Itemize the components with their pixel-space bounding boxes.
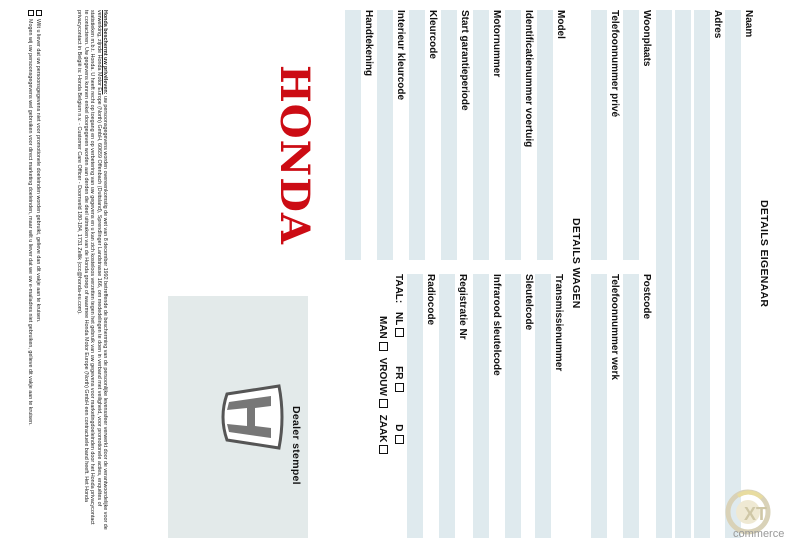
postcode-label: Postcode xyxy=(641,274,652,320)
privacy-notice xyxy=(76,10,108,530)
postcode-field[interactable] xyxy=(623,274,639,538)
phone-private-field[interactable] xyxy=(591,10,607,260)
consent-option-2 xyxy=(27,10,34,530)
gender-woman-label: VROUW xyxy=(377,357,388,396)
address-field[interactable] xyxy=(694,10,710,538)
gender-business-checkbox[interactable] xyxy=(379,445,388,454)
language-d-label: D xyxy=(393,424,404,432)
key-code-field[interactable] xyxy=(505,274,521,538)
consent-2-checkbox[interactable] xyxy=(28,10,34,16)
xt-commerce-text: commerce xyxy=(733,528,785,540)
key-code-label: Sleutelcode xyxy=(523,274,534,331)
honda-wing-icon xyxy=(215,380,285,454)
phone-work-field[interactable] xyxy=(591,274,607,538)
address-field-3[interactable] xyxy=(656,10,672,538)
gender-man-label: MAN xyxy=(377,316,388,339)
interior-color-code-label: Interieur kleurcode xyxy=(395,10,406,101)
gender-man-checkbox[interactable] xyxy=(379,342,388,351)
radio-code-label: Radiocode xyxy=(425,274,436,326)
vehicle-section-title: DETAILS WAGEN xyxy=(570,218,582,309)
owner-section-title: DETAILS EIGENAAR xyxy=(758,200,770,308)
color-code-label: Kleurcode xyxy=(427,10,438,59)
city-label: Woonplaats xyxy=(641,10,652,67)
phone-private-label: Telefoonnummer privé xyxy=(609,10,620,118)
consent-1-text: Wilt u liever dat uw persoonsgegevens niet voor promotionele doeleinden worden gebruikt, gelieve dan dit vakje aan te kruisen. xyxy=(35,19,41,323)
honda-wordmark: HONDA xyxy=(271,65,318,245)
phone-work-label: Telefoonnummer werk xyxy=(609,274,620,380)
infrared-key-code-field[interactable] xyxy=(473,274,489,538)
language-label: TAAL: xyxy=(393,274,404,304)
registration-field[interactable] xyxy=(439,274,455,538)
registration-label: Registratie Nr xyxy=(457,274,468,340)
language-fr-checkbox[interactable] xyxy=(395,383,404,392)
address-label: Adres xyxy=(712,10,723,39)
transmission-field[interactable] xyxy=(535,274,551,538)
color-code-field[interactable] xyxy=(409,10,425,260)
transmission-label: Transmissienummer xyxy=(553,274,564,372)
model-label: Model xyxy=(555,10,566,39)
signature-label: Handtekening xyxy=(363,10,374,77)
vin-label: Identificatienummer voertuig xyxy=(523,10,534,148)
engine-number-field[interactable] xyxy=(473,10,489,260)
consent-2-text: Mogen wij uw persoonsgegevens wel gebruiken voor direct marketing doeleinden, maar wilt u liever dat we uw e-mailadres niet gebruiken, gelieve dit vakje aan te kruisen. xyxy=(27,19,33,426)
warranty-start-field[interactable] xyxy=(441,10,457,260)
privacy-heading: Honda beschermt uw privéleven: xyxy=(102,10,108,95)
language-nl-checkbox[interactable] xyxy=(395,328,404,337)
address-field-2[interactable] xyxy=(675,10,691,538)
privacy-body: uw persoonsgegevens worden overeenkomstig de wet van 8 december 1992 betreffende de bescherming van de persoonlijke levenssfeer verwerkt door de verantwoordelijke voor de verwerking, zijnde Honda Motor Europe (North) GmbH, 60659 Offenbach (Duitsland), Sprendlinger Landstrasse 166, om mededelingen te doen in verband met veiligheid, voor promotionele acties, enquêtes of statistieken m.b.t. Honda. U heeft recht op toegang en op verbetering van uw gegevens en u kan zich kosteloos verzetten tegen het gebruik van uw gegevens voor marketingdoeleinden door het Honda privacycontact te contacteren. Uw gegevens kunnen enkel doorgegeven worden aan derden die deel uitmaken van de Honda groep of waarmee Honda Motor Europe (North) GmbH een contractuele band heeft. Het Honda privacycontact in België is: Honda Belgium n.v. - Customer Care Officer - Doornveld 180-184, 1731 Zellik (ccc@honda-eu.com). xyxy=(76,10,108,530)
warranty-start-label: Start garantieperiode xyxy=(459,10,470,111)
infrared-key-code-label: Infrarood sleutelcode xyxy=(491,274,502,376)
radio-code-field[interactable] xyxy=(407,274,423,538)
consent-1-checkbox[interactable] xyxy=(36,10,42,16)
vin-field[interactable] xyxy=(505,10,521,260)
language-row xyxy=(393,274,404,444)
gender-business-label: ZAAK xyxy=(377,414,388,443)
interior-color-code-field[interactable] xyxy=(377,10,393,260)
name-field[interactable] xyxy=(725,10,741,538)
model-field[interactable] xyxy=(537,10,553,260)
gender-woman-checkbox[interactable] xyxy=(379,399,388,408)
dealer-stamp-title: Dealer stempel xyxy=(290,406,302,485)
signature-field[interactable] xyxy=(345,10,361,260)
language-d-checkbox[interactable] xyxy=(395,435,404,444)
engine-number-label: Motornummer xyxy=(491,10,502,78)
gender-row xyxy=(377,316,388,454)
consent-option-1 xyxy=(35,10,42,530)
city-field[interactable] xyxy=(623,10,639,260)
name-label: Naam xyxy=(743,10,754,38)
language-nl-label: NL xyxy=(393,312,404,326)
xt-mark: XT xyxy=(744,504,768,524)
language-fr-label: FR xyxy=(393,366,404,380)
